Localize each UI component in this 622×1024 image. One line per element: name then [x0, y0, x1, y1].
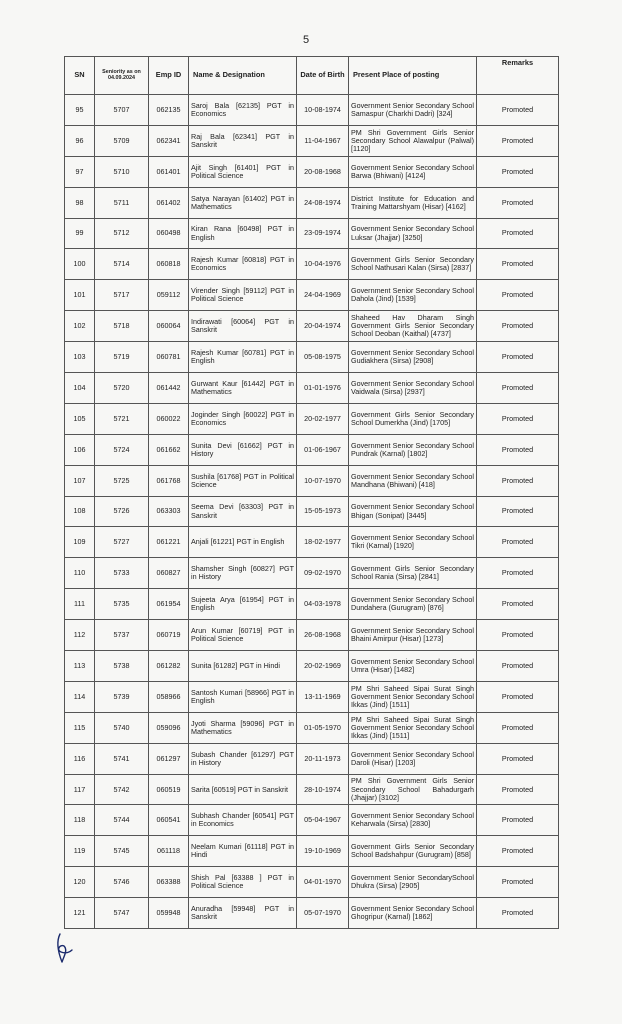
cell-emp-id: 061768: [149, 465, 189, 496]
table-row: [65, 620, 559, 651]
table-row: [65, 95, 559, 126]
cell-seniority: 5720: [95, 373, 149, 404]
table-row: [65, 527, 559, 558]
cell-name-designation: Sunita Devi [61662] PGT in History: [189, 434, 297, 465]
cell-name-designation: Sarita [60519] PGT in Sanskrit: [189, 774, 297, 805]
cell-name-designation: Jyoti Sharma [59096] PGT in Mathematics: [189, 712, 297, 743]
table-row: [65, 156, 559, 187]
cell-remarks: Promoted: [477, 496, 559, 527]
cell-present-posting: District Institute for Education and Training Mattarshyam (Hisar) [4162]: [349, 187, 477, 218]
cell-emp-id: 059096: [149, 712, 189, 743]
table-row: [65, 311, 559, 342]
cell-name-designation: Anuradha [59948] PGT in Sanskrit: [189, 898, 297, 929]
cell-remarks: Promoted: [477, 712, 559, 743]
cell-sn: 114: [65, 681, 95, 712]
cell-present-posting: Government Senior Secondary School Pundrak (Karnal) [1802]: [349, 434, 477, 465]
cell-emp-id: 063388: [149, 867, 189, 898]
table-row: [65, 342, 559, 373]
cell-seniority: 5742: [95, 774, 149, 805]
cell-present-posting: Government Senior Secondary School Dahola (Jind) [1539]: [349, 280, 477, 311]
cell-sn: 115: [65, 712, 95, 743]
table-row: [65, 496, 559, 527]
cell-present-posting: Government Senior Secondary School Dundahera (Gurugram) [876]: [349, 589, 477, 620]
table-body: [65, 95, 559, 929]
cell-remarks: Promoted: [477, 805, 559, 836]
cell-emp-id: 061221: [149, 527, 189, 558]
cell-sn: 118: [65, 805, 95, 836]
cell-emp-id: 061442: [149, 373, 189, 404]
cell-seniority: 5719: [95, 342, 149, 373]
cell-remarks: Promoted: [477, 249, 559, 280]
cell-remarks: Promoted: [477, 218, 559, 249]
cell-emp-id: 060719: [149, 620, 189, 651]
cell-date-of-birth: 15-05-1973: [297, 496, 349, 527]
cell-name-designation: Rajesh Kumar [60781] PGT in English: [189, 342, 297, 373]
cell-date-of-birth: 05-04-1967: [297, 805, 349, 836]
cell-remarks: Promoted: [477, 589, 559, 620]
cell-emp-id: 058966: [149, 681, 189, 712]
cell-name-designation: Santosh Kumari [58966] PGT in English: [189, 681, 297, 712]
cell-seniority: 5739: [95, 681, 149, 712]
cell-remarks: Promoted: [477, 434, 559, 465]
cell-name-designation: Joginder Singh [60022] PGT in Economics: [189, 403, 297, 434]
cell-present-posting: Government Senior Secondary School Bhaini Amirpur (Hisar) [1273]: [349, 620, 477, 651]
table-row: [65, 805, 559, 836]
cell-present-posting: PM Shri Government Girls Senior Secondary School Bahadurgarh (Jhajjar) [3102]: [349, 774, 477, 805]
cell-emp-id: 060541: [149, 805, 189, 836]
page-number: 5: [302, 34, 310, 46]
cell-seniority: 5740: [95, 712, 149, 743]
cell-present-posting: PM Shri Saheed Sipai Surat Singh Government Senior Secondary School Ikkas (Jind) [1511]: [349, 681, 477, 712]
cell-remarks: Promoted: [477, 898, 559, 929]
cell-name-designation: Seema Devi [63303] PGT in Sanskrit: [189, 496, 297, 527]
table-row: [65, 898, 559, 929]
cell-date-of-birth: 04-03-1978: [297, 589, 349, 620]
cell-seniority: 5717: [95, 280, 149, 311]
cell-name-designation: Sunita [61282] PGT in Hindi: [189, 651, 297, 682]
table-row: [65, 651, 559, 682]
cell-name-designation: Anjali [61221] PGT in English: [189, 527, 297, 558]
cell-date-of-birth: 05-07-1970: [297, 898, 349, 929]
cell-emp-id: 060498: [149, 218, 189, 249]
cell-seniority: 5738: [95, 651, 149, 682]
cell-name-designation: Kiran Rana [60498] PGT in English: [189, 218, 297, 249]
cell-present-posting: Government Girls Senior Secondary School Dumerkha (Jind) [1705]: [349, 403, 477, 434]
cell-seniority: 5745: [95, 836, 149, 867]
cell-remarks: Promoted: [477, 156, 559, 187]
cell-remarks: Promoted: [477, 867, 559, 898]
cell-sn: 117: [65, 774, 95, 805]
cell-seniority: 5714: [95, 249, 149, 280]
header-row: [65, 57, 559, 95]
cell-present-posting: PM Shri Saheed Sipai Surat Singh Government Senior Secondary School Ikkas (Jind) [1511]: [349, 712, 477, 743]
cell-date-of-birth: 04-01-1970: [297, 867, 349, 898]
cell-emp-id: 060818: [149, 249, 189, 280]
cell-remarks: Promoted: [477, 342, 559, 373]
cell-name-designation: Subash Chander [61297] PGT in History: [189, 743, 297, 774]
cell-sn: 108: [65, 496, 95, 527]
signature-mark: [52, 932, 74, 966]
cell-seniority: 5746: [95, 867, 149, 898]
cell-seniority: 5718: [95, 311, 149, 342]
cell-date-of-birth: 19-10-1969: [297, 836, 349, 867]
cell-emp-id: 061402: [149, 187, 189, 218]
cell-date-of-birth: 20-02-1969: [297, 651, 349, 682]
cell-date-of-birth: 28-10-1974: [297, 774, 349, 805]
cell-emp-id: 063303: [149, 496, 189, 527]
cell-sn: 113: [65, 651, 95, 682]
cell-emp-id: 060827: [149, 558, 189, 589]
cell-present-posting: Government Senior Secondary School Mandhana (Bhiwani) [418]: [349, 465, 477, 496]
cell-date-of-birth: 20-08-1968: [297, 156, 349, 187]
cell-seniority: 5733: [95, 558, 149, 589]
cell-remarks: Promoted: [477, 774, 559, 805]
cell-emp-id: 061118: [149, 836, 189, 867]
cell-emp-id: 061282: [149, 651, 189, 682]
cell-date-of-birth: 10-08-1974: [297, 95, 349, 126]
cell-emp-id: 061401: [149, 156, 189, 187]
cell-date-of-birth: 01-05-1970: [297, 712, 349, 743]
cell-date-of-birth: 24-08-1974: [297, 187, 349, 218]
cell-name-designation: Sushila [61768] PGT in Political Science: [189, 465, 297, 496]
table-row: [65, 836, 559, 867]
cell-present-posting: Government Senior Secondary School Gudiakhera (Sirsa) [2908]: [349, 342, 477, 373]
cell-seniority: 5707: [95, 95, 149, 126]
cell-date-of-birth: 05-08-1975: [297, 342, 349, 373]
cell-sn: 116: [65, 743, 95, 774]
cell-name-designation: Subhash Chander [60541] PGT in Economics: [189, 805, 297, 836]
cell-emp-id: 061297: [149, 743, 189, 774]
cell-sn: 121: [65, 898, 95, 929]
cell-date-of-birth: 11-04-1967: [297, 125, 349, 156]
table-row: [65, 187, 559, 218]
cell-present-posting: Government Senior Secondary School Umra (Hisar) [1482]: [349, 651, 477, 682]
header-present-posting: Present Place of posting: [349, 57, 477, 95]
cell-seniority: 5711: [95, 187, 149, 218]
cell-seniority: 5724: [95, 434, 149, 465]
cell-date-of-birth: 20-02-1977: [297, 403, 349, 434]
cell-sn: 112: [65, 620, 95, 651]
cell-sn: 101: [65, 280, 95, 311]
cell-sn: 106: [65, 434, 95, 465]
cell-sn: 111: [65, 589, 95, 620]
table-row: [65, 218, 559, 249]
table-row: [65, 373, 559, 404]
cell-emp-id: 062341: [149, 125, 189, 156]
cell-present-posting: Government Girls Senior Secondary School Rania (Sirsa) [2841]: [349, 558, 477, 589]
cell-name-designation: Shamsher Singh [60827] PGT in History: [189, 558, 297, 589]
cell-date-of-birth: 24-04-1969: [297, 280, 349, 311]
cell-sn: 99: [65, 218, 95, 249]
table-row: [65, 712, 559, 743]
cell-date-of-birth: 01-06-1967: [297, 434, 349, 465]
cell-remarks: Promoted: [477, 620, 559, 651]
cell-name-designation: Sujeeta Arya [61954] PGT in English: [189, 589, 297, 620]
cell-emp-id: 062135: [149, 95, 189, 126]
cell-seniority: 5721: [95, 403, 149, 434]
cell-present-posting: Government Senior Secondary School Daroli (Hisar) [1203]: [349, 743, 477, 774]
header-name-designation: Name & Designation: [189, 57, 297, 95]
cell-present-posting: PM Shri Government Girls Senior Secondary School Alawalpur (Palwal) [1120]: [349, 125, 477, 156]
cell-seniority: 5727: [95, 527, 149, 558]
cell-remarks: Promoted: [477, 187, 559, 218]
cell-seniority: 5712: [95, 218, 149, 249]
cell-emp-id: 060781: [149, 342, 189, 373]
cell-date-of-birth: 18-02-1977: [297, 527, 349, 558]
cell-seniority: 5744: [95, 805, 149, 836]
cell-name-designation: Gurwant Kaur [61442] PGT in Mathematics: [189, 373, 297, 404]
cell-present-posting: Government Senior SecondarySchool Dhukra (Sirsa) [2905]: [349, 867, 477, 898]
cell-remarks: Promoted: [477, 527, 559, 558]
cell-remarks: Promoted: [477, 681, 559, 712]
cell-name-designation: Rajesh Kumar [60818] PGT in Economics: [189, 249, 297, 280]
cell-remarks: Promoted: [477, 465, 559, 496]
cell-sn: 107: [65, 465, 95, 496]
cell-seniority: 5725: [95, 465, 149, 496]
cell-emp-id: 060519: [149, 774, 189, 805]
cell-remarks: Promoted: [477, 651, 559, 682]
cell-sn: 100: [65, 249, 95, 280]
cell-date-of-birth: 10-04-1976: [297, 249, 349, 280]
cell-sn: 96: [65, 125, 95, 156]
cell-remarks: Promoted: [477, 836, 559, 867]
cell-date-of-birth: 20-04-1974: [297, 311, 349, 342]
cell-date-of-birth: 09-02-1970: [297, 558, 349, 589]
cell-name-designation: Shish Pal [63388 ] PGT in Political Science: [189, 867, 297, 898]
table-row: [65, 558, 559, 589]
cell-remarks: Promoted: [477, 743, 559, 774]
table-row: [65, 589, 559, 620]
cell-emp-id: 061662: [149, 434, 189, 465]
header-sn: SN: [65, 57, 95, 95]
cell-seniority: 5741: [95, 743, 149, 774]
cell-present-posting: Government Girls Senior Secondary School Badshahpur (Gurugram) [858]: [349, 836, 477, 867]
cell-remarks: Promoted: [477, 95, 559, 126]
cell-date-of-birth: 20-11-1973: [297, 743, 349, 774]
cell-seniority: 5710: [95, 156, 149, 187]
cell-sn: 119: [65, 836, 95, 867]
cell-present-posting: Government Senior Secondary School Luksar (Jhajjar) [3250]: [349, 218, 477, 249]
cell-sn: 97: [65, 156, 95, 187]
cell-sn: 109: [65, 527, 95, 558]
table-row: [65, 681, 559, 712]
cell-name-designation: Raj Bala [62341] PGT in Sanskrit: [189, 125, 297, 156]
cell-present-posting: Government Senior Secondary School Bhigan (Sonipat) [3445]: [349, 496, 477, 527]
cell-seniority: 5737: [95, 620, 149, 651]
cell-sn: 103: [65, 342, 95, 373]
cell-emp-id: 059112: [149, 280, 189, 311]
cell-seniority: 5735: [95, 589, 149, 620]
header-date-of-birth: Date of Birth: [297, 57, 349, 95]
cell-date-of-birth: 10-07-1970: [297, 465, 349, 496]
cell-date-of-birth: 23-09-1974: [297, 218, 349, 249]
cell-date-of-birth: 01-01-1976: [297, 373, 349, 404]
cell-emp-id: 060064: [149, 311, 189, 342]
table-row: [65, 434, 559, 465]
cell-date-of-birth: 26-08-1968: [297, 620, 349, 651]
cell-name-designation: Saroj Bala [62135] PGT in Economics: [189, 95, 297, 126]
cell-sn: 98: [65, 187, 95, 218]
table-row: [65, 249, 559, 280]
table-row: [65, 280, 559, 311]
cell-remarks: Promoted: [477, 125, 559, 156]
cell-seniority: 5709: [95, 125, 149, 156]
cell-present-posting: Government Girls Senior Secondary School Nathusari Kalan (Sirsa) [2837]: [349, 249, 477, 280]
header-emp-id: Emp ID: [149, 57, 189, 95]
cell-name-designation: Satya Narayan [61402] PGT in Mathematics: [189, 187, 297, 218]
cell-sn: 104: [65, 373, 95, 404]
cell-remarks: Promoted: [477, 558, 559, 589]
cell-date-of-birth: 13-11-1969: [297, 681, 349, 712]
header-seniority: Seniority as on 04.09.2024: [95, 57, 149, 95]
cell-emp-id: 059948: [149, 898, 189, 929]
cell-emp-id: 061954: [149, 589, 189, 620]
cell-remarks: Promoted: [477, 373, 559, 404]
table-row: [65, 125, 559, 156]
cell-remarks: Promoted: [477, 311, 559, 342]
cell-sn: 95: [65, 95, 95, 126]
table-row: [65, 743, 559, 774]
cell-remarks: Promoted: [477, 403, 559, 434]
cell-sn: 120: [65, 867, 95, 898]
cell-name-designation: Indirawati [60064] PGT in Sanskrit: [189, 311, 297, 342]
cell-present-posting: Government Senior Secondary School Samaspur (Charkhi Dadri) [324]: [349, 95, 477, 126]
cell-emp-id: 060022: [149, 403, 189, 434]
cell-present-posting: Shaheed Hav Dharam Singh Government Girls Senior Secondary School Deoban (Kaithal) [4737]: [349, 311, 477, 342]
cell-name-designation: Arun Kumar [60719] PGT in Political Science: [189, 620, 297, 651]
table-row: [65, 867, 559, 898]
seniority-table: [64, 56, 559, 929]
cell-name-designation: Ajit Singh [61401] PGT in Political Science: [189, 156, 297, 187]
cell-remarks: Promoted: [477, 280, 559, 311]
cell-name-designation: Virender Singh [59112] PGT in Political Science: [189, 280, 297, 311]
cell-seniority: 5747: [95, 898, 149, 929]
table-row: [65, 403, 559, 434]
cell-present-posting: Government Senior Secondary School Keharwala (Sirsa) [2830]: [349, 805, 477, 836]
header-remarks: Remarks: [477, 57, 559, 95]
cell-seniority: 5726: [95, 496, 149, 527]
cell-name-designation: Neelam Kumari [61118] PGT in Hindi: [189, 836, 297, 867]
table-row: [65, 774, 559, 805]
cell-sn: 102: [65, 311, 95, 342]
cell-sn: 110: [65, 558, 95, 589]
cell-present-posting: Government Senior Secondary School Vaidwala (Sirsa) [2937]: [349, 373, 477, 404]
cell-present-posting: Government Senior Secondary School Tikri (Karnal) [1920]: [349, 527, 477, 558]
cell-sn: 105: [65, 403, 95, 434]
cell-present-posting: Government Senior Secondary School Barwa (Bhiwani) [4124]: [349, 156, 477, 187]
cell-present-posting: Government Senior Secondary School Ghogripur (Karnal) [1862]: [349, 898, 477, 929]
table-row: [65, 465, 559, 496]
